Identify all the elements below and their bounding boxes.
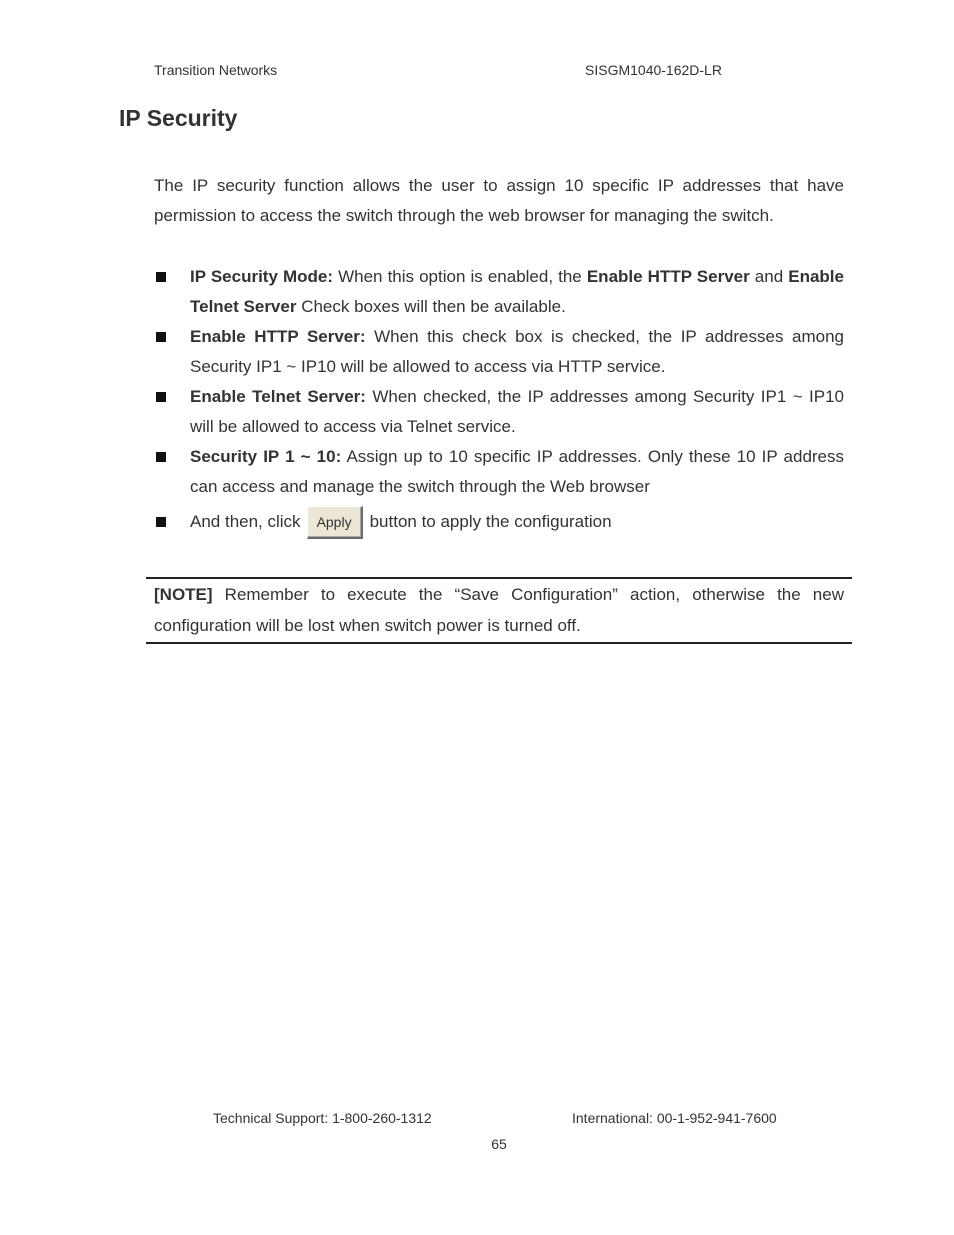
note-text: Remember to execute the “Save Configuration” action, otherwise the new configuration will be lost when switch power is turned off. <box>154 585 844 635</box>
square-bullet-icon <box>156 272 166 282</box>
header-company: Transition Networks <box>154 62 278 78</box>
list-item: IP Security Mode: When this option is enabled, the Enable HTTP Server and Enable Telnet Server Check boxes will then be available. <box>154 262 844 322</box>
intro-paragraph: The IP security function allows the user to assign 10 specific IP addresses that have permission to access the switch through the web browser for managing the switch. <box>154 176 844 225</box>
square-bullet-icon <box>156 332 166 342</box>
bullet-term: Security IP 1 ~ 10: <box>190 447 342 466</box>
list-item: Enable Telnet Server: When checked, the IP addresses among Security IP1 ~ IP10 will be allowed to access via Telnet service. <box>154 382 844 442</box>
square-bullet-icon <box>156 517 166 527</box>
footer-international: International: 00-1-952-941-7600 <box>572 1110 777 1126</box>
header-model: SISGM1040-162D-LR <box>585 62 722 78</box>
bullet-term: Enable Telnet Server: <box>190 387 366 406</box>
footer-support: Technical Support: 1-800-260-1312 <box>213 1110 432 1126</box>
note-box <box>154 579 844 641</box>
note-label: [NOTE] <box>154 585 213 604</box>
list-item: Enable HTTP Server: When this check box is checked, the IP addresses among Security IP1 ~ IP10 will be allowed to access via HTTP service. <box>154 322 844 382</box>
list-item: And then, click Apply button to apply the configuration <box>154 504 844 540</box>
bullet-term: IP Security Mode: <box>190 267 334 286</box>
square-bullet-icon <box>156 452 166 462</box>
apply-button[interactable]: Apply <box>307 506 363 539</box>
note-bottom-divider <box>146 642 852 644</box>
feature-list <box>154 262 844 540</box>
page-title: IP Security <box>119 105 238 131</box>
page-number: 65 <box>491 1136 507 1152</box>
bullet-term: Enable HTTP Server: <box>190 327 366 346</box>
square-bullet-icon <box>156 392 166 402</box>
list-item: Security IP 1 ~ 10: Assign up to 10 specific IP addresses. Only these 10 IP address can access and manage the switch through the Web browser <box>154 442 844 502</box>
